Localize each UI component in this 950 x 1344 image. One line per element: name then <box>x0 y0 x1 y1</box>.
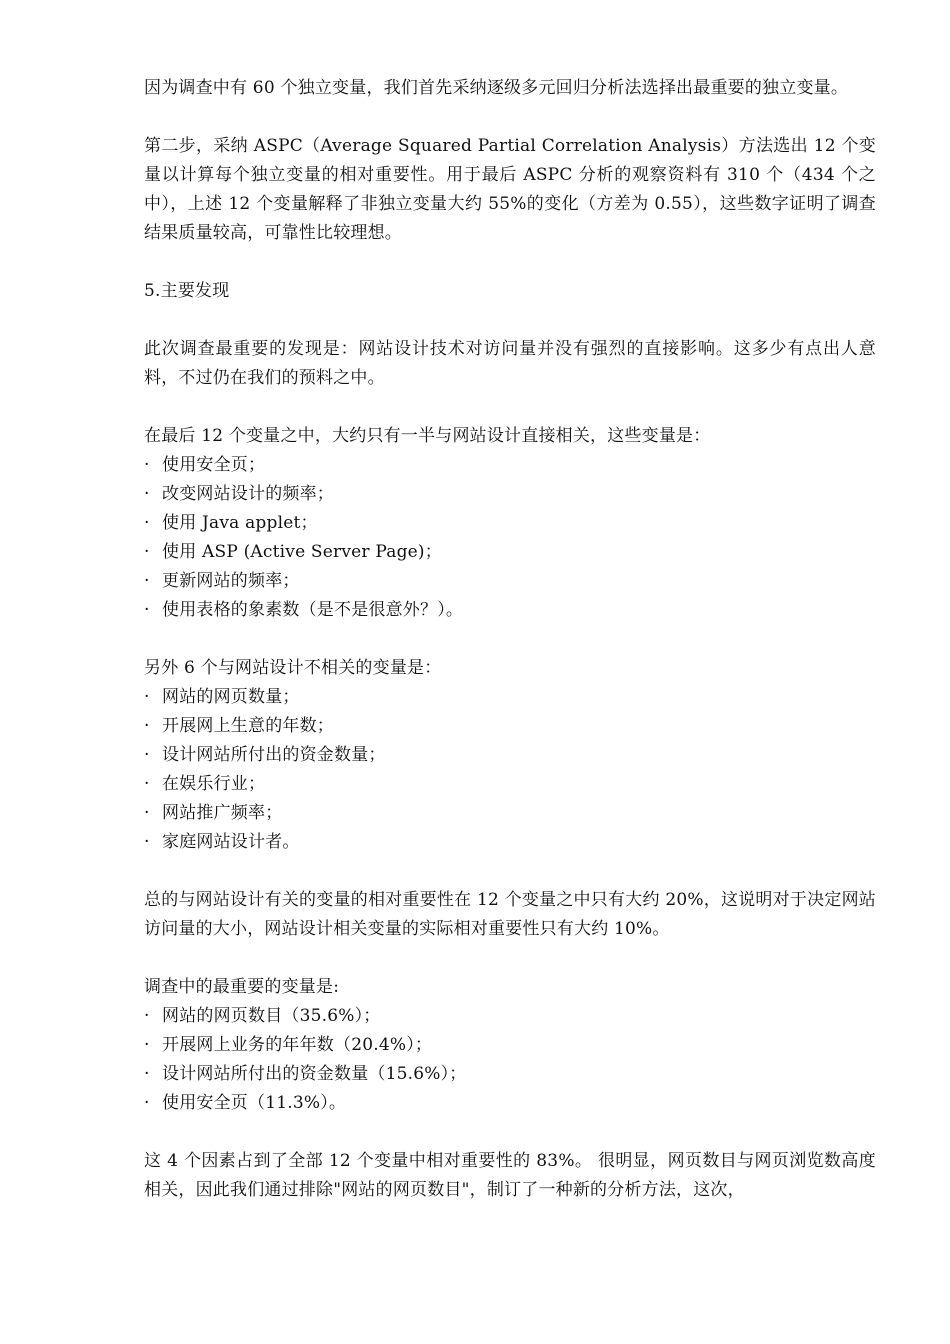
list-item-text: 在娱乐行业； <box>162 774 266 794</box>
bullet-icon: · <box>144 1093 150 1113</box>
list-item-text: 设计网站所付出的资金数量（15.6%）； <box>162 1064 467 1084</box>
top-variables-intro: 调查中的最重要的变量是: <box>144 977 340 997</box>
list-item-text: 家庭网站设计者。 <box>162 832 300 852</box>
conclusion-paragraph: 这 4 个因素占到了全部 12 个变量中相对重要性的 83%。 很明显，网页数目与网页浏览数高度相关，因此我们通过排除"网站的网页数目"，制订了一种新的分析方法，这次， <box>144 1151 876 1200</box>
bullet-icon: · <box>144 803 150 823</box>
bullet-icon: · <box>144 484 150 504</box>
intro-paragraph: 因为调查中有 60 个独立变量，我们首先采纳逐级多元回归分析法选择出最重要的独立变量。 <box>144 78 849 98</box>
list-item <box>144 596 876 625</box>
bullet-icon: · <box>144 571 150 591</box>
section-heading: 5.主要发现 <box>144 281 230 301</box>
bullet-icon: · <box>144 1035 150 1055</box>
list-item-text: 使用 ASP (Active Server Page)； <box>162 542 442 562</box>
list-item-text: 改变网站设计的频率； <box>162 484 334 504</box>
list-item-text: 设计网站所付出的资金数量； <box>162 745 386 765</box>
list-item <box>144 712 876 741</box>
list-item <box>144 1002 876 1031</box>
list-item-text: 更新网站的频率； <box>162 571 300 591</box>
list-item-text: 使用 Java applet； <box>162 513 318 533</box>
list-item <box>144 770 876 799</box>
list-item <box>144 538 876 567</box>
step2-paragraph: 第二步，采纳 ASPC（Average Squared Partial Correlation Analysis）方法选出 12 个变量以计算每个独立变量的相对重要性。用于最后 ASPC 分析的观察资料有 310 个（434 个之中），上述 12 个变量解释了非独立变量大约 55%的变化（方差为 0.55），这些数字证明了调查结果质量较高，可靠性比较理想。 <box>144 136 876 243</box>
top-variables-list <box>144 1002 876 1118</box>
list-item <box>144 799 876 828</box>
list-item <box>144 1031 876 1060</box>
bullet-icon: · <box>144 832 150 852</box>
list-item <box>144 480 876 509</box>
list-item <box>144 741 876 770</box>
list-item-text: 网站的网页数量； <box>162 687 300 707</box>
list-item <box>144 567 876 596</box>
list-item-text: 开展网上业务的年年数（20.4%）； <box>162 1035 433 1055</box>
list-item <box>144 683 876 712</box>
bullet-icon: · <box>144 455 150 475</box>
list-item-text: 网站推广频率； <box>162 803 283 823</box>
list-item-text: 网站的网页数目（35.6%）； <box>162 1006 381 1026</box>
list-item-text: 使用安全页（11.3%）。 <box>162 1093 347 1113</box>
list-item <box>144 509 876 538</box>
bullet-icon: · <box>144 1006 150 1026</box>
non-design-intro: 另外 6 个与网站设计不相关的变量是： <box>144 658 442 678</box>
list-item-text: 使用安全页； <box>162 455 266 475</box>
list-item-text: 开展网上生意的年数； <box>162 716 334 736</box>
list-item <box>144 828 876 857</box>
bullet-icon: · <box>144 774 150 794</box>
bullet-icon: · <box>144 542 150 562</box>
bullet-icon: · <box>144 1064 150 1084</box>
design-related-intro: 在最后 12 个变量之中，大约只有一半与网站设计直接相关，这些变量是： <box>144 426 711 446</box>
finding-paragraph: 此次调查最重要的发现是：网站设计技术对访问量并没有强烈的直接影响。这多少有点出人意料，不过仍在我们的预料之中。 <box>144 339 876 388</box>
bullet-icon: · <box>144 745 150 765</box>
bullet-icon: · <box>144 716 150 736</box>
importance-paragraph: 总的与网站设计有关的变量的相对重要性在 12 个变量之中只有大约 20%，这说明对于决定网站访问量的大小，网站设计相关变量的实际相对重要性只有大约 10%。 <box>144 890 876 939</box>
list-item <box>144 1060 876 1089</box>
document-page <box>144 74 876 1205</box>
bullet-icon: · <box>144 513 150 533</box>
design-related-list <box>144 451 876 625</box>
list-item <box>144 451 876 480</box>
non-design-list <box>144 683 876 857</box>
list-item <box>144 1089 876 1118</box>
bullet-icon: · <box>144 600 150 620</box>
bullet-icon: · <box>144 687 150 707</box>
list-item-text: 使用表格的象素数（是不是很意外？）。 <box>162 600 464 620</box>
